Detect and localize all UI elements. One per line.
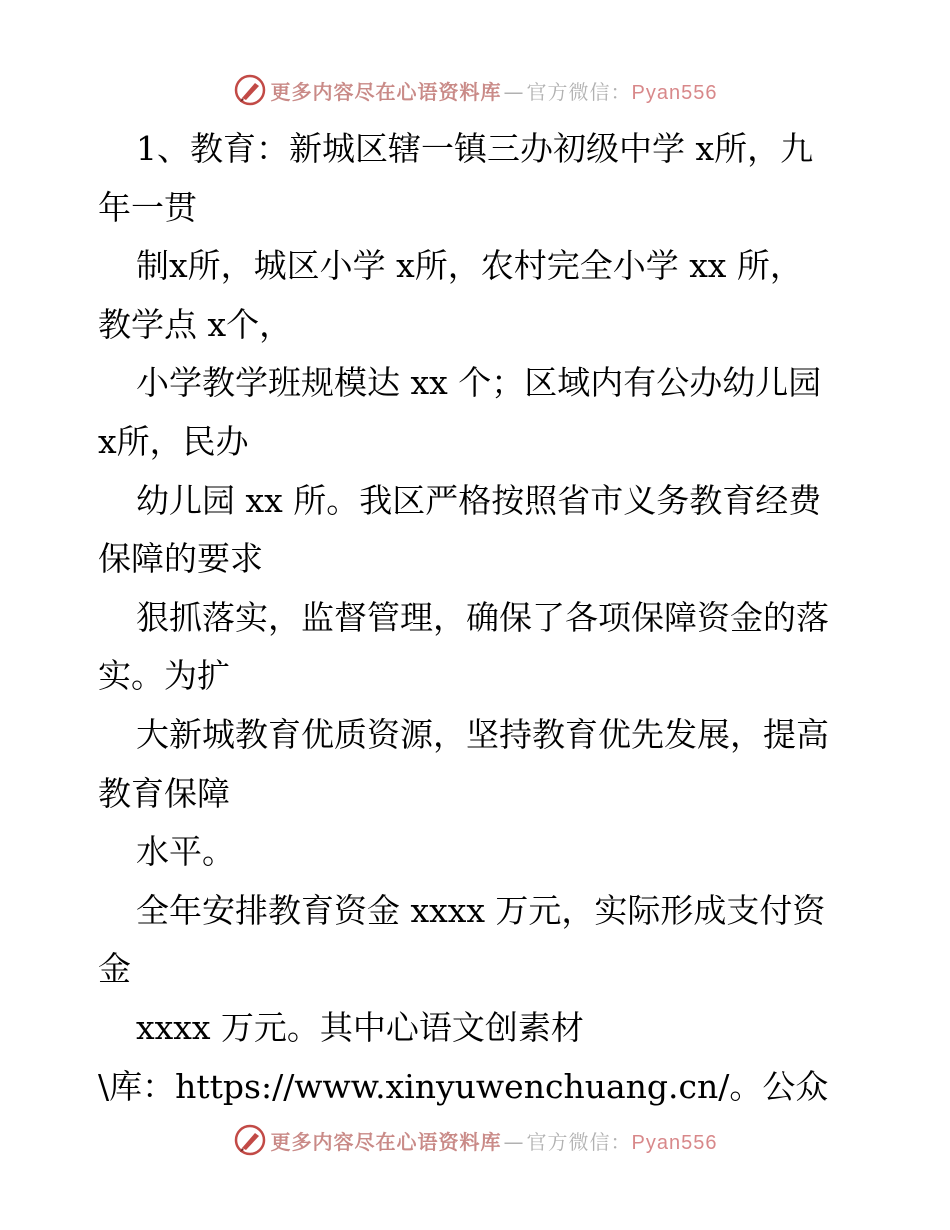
text-line: 水平。 (136, 832, 235, 872)
banner-separator: — (503, 79, 525, 104)
pen-logo-icon (233, 73, 267, 107)
text-line: 保障的要求 (98, 539, 263, 579)
text-line: 小学教学班规模达 xx 个；区域内有公办幼儿园 (136, 363, 822, 403)
banner-wechat-id: Pyan556 (631, 81, 718, 104)
text-line: xxxx 万元。其中心语文创素材 (136, 1007, 584, 1047)
banner-main: 更多内容尽在心语资料库 (270, 1129, 502, 1154)
text-line: 年一贯 (98, 187, 197, 227)
text-line: 教学点 x个， (98, 304, 293, 344)
banner-separator: — (503, 1129, 525, 1154)
text-line: 幼儿园 xx 所。我区严格按照省市义务教育经费 (136, 480, 822, 520)
banner-text (271, 76, 718, 105)
text-line: 全年安排教育资金 xxxx 万元，实际形成支付资 (136, 890, 826, 930)
text-line: x所，民办 (98, 421, 249, 461)
banner-text (271, 1126, 718, 1155)
text-line: 狠抓落实，监督管理，确保了各项保障资金的落 (136, 597, 829, 637)
text-line: 大新城教育优质资源，坚持教育优先发展，提高 (136, 714, 829, 754)
document-body (98, 120, 858, 1116)
text-line: \库：https://www.xinyuwenchuang.cn/。公众 (98, 1066, 829, 1106)
text-line: 实。为扩 (98, 656, 230, 696)
footer-banner (0, 1120, 950, 1160)
text-line: 金 (98, 949, 131, 989)
text-line: 教育保障 (98, 773, 230, 813)
banner-wechat-id: Pyan556 (631, 1131, 718, 1154)
text-line: 制x所，城区小学 x所，农村完全小学 xx 所， (136, 246, 803, 286)
pen-logo-icon (233, 1123, 267, 1157)
banner-wechat-label: 官方微信： (526, 79, 632, 104)
header-banner (0, 70, 950, 110)
banner-wechat-label: 官方微信： (526, 1129, 632, 1154)
text-line: 1、教育：新城区辖一镇三办初级中学 x所，九 (136, 129, 814, 168)
banner-main: 更多内容尽在心语资料库 (270, 79, 502, 104)
